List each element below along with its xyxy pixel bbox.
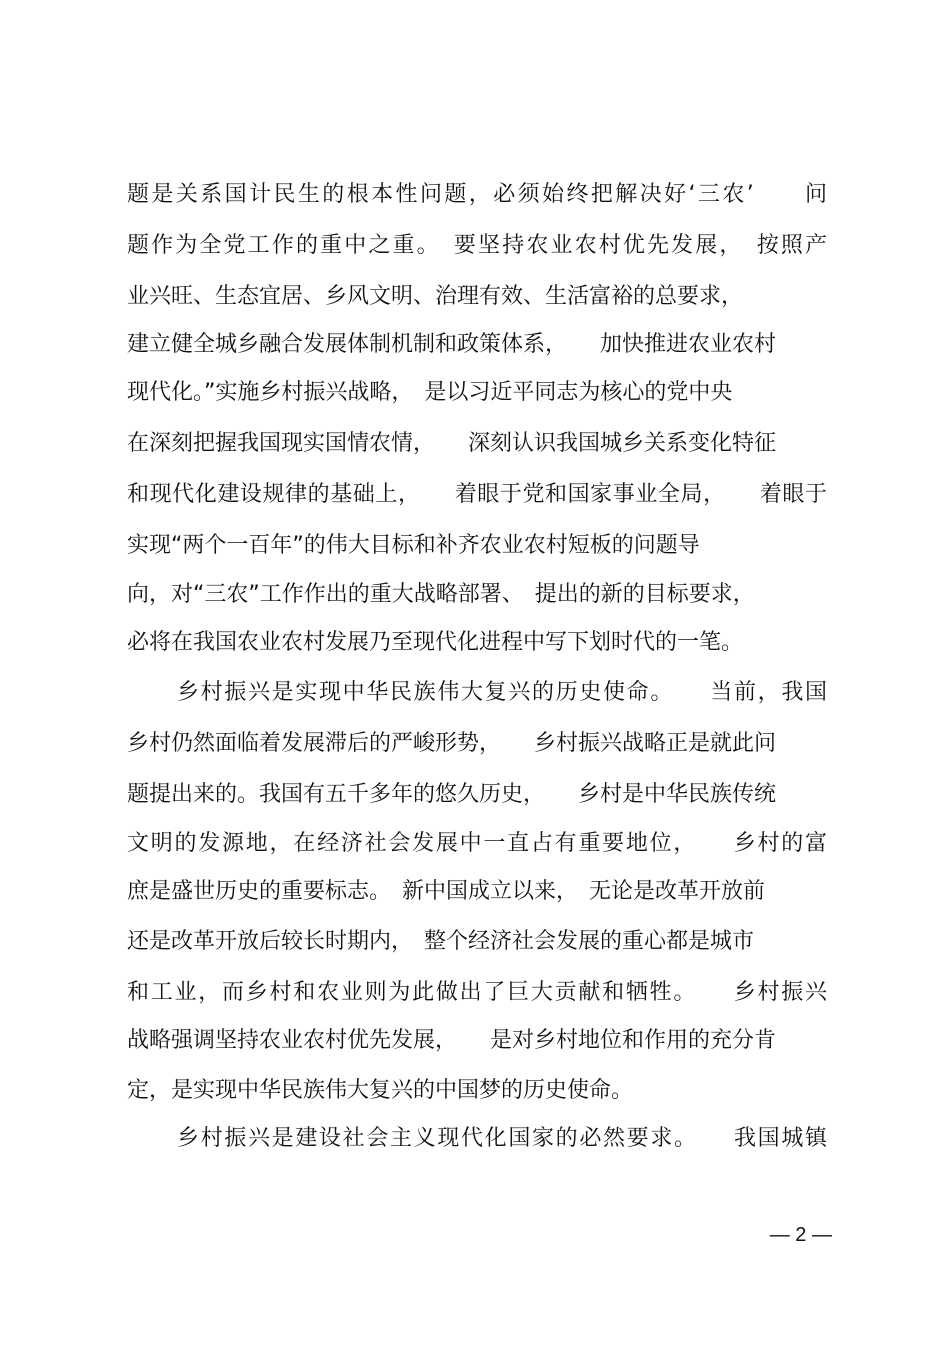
body-text-line: 建立健全城乡融合发展体制机制和政策体系， 加快推进农业农村 <box>127 332 777 357</box>
body-text-line: 还是改革开放后较长时期内， 整个经济社会发展的重心都是城市 <box>127 929 755 954</box>
body-text-line: 和工业，而乡村和农业则为此做出了巨大贡献和牺牲。 乡村振兴 <box>127 980 827 1005</box>
body-text-line: 题是关系国计民生的根本性问题，必须始终把解决好‘三农’ 问 <box>127 182 827 207</box>
body-text-line: 题作为全党工作的重中之重。 要坚持农业农村优先发展， 按照产 <box>127 233 827 258</box>
body-text-line: 实现“两个一百年”的伟大目标和补齐农业农村短板的问题导 <box>127 533 700 558</box>
paragraph-first-line: 乡村振兴是建设社会主义现代化国家的必然要求。 我国城镇 <box>177 1126 827 1151</box>
body-text-line: 在深刻把握我国现实国情农情， 深刻认识我国城乡关系变化特征 <box>127 431 777 456</box>
body-text-line: 题提出来的。我国有五千多年的悠久历史， 乡村是中华民族传统 <box>127 782 777 807</box>
body-text-line: 庶是盛世历史的重要标志。 新中国成立以来， 无论是改革开放前 <box>127 879 766 904</box>
body-text-line: 和现代化建设规律的基础上， 着眼于党和国家事业全局， 着眼于 <box>127 482 827 507</box>
body-text-line: 向，对“三农”工作作出的重大战略部署、 提出的新的目标要求， <box>127 582 755 607</box>
body-text-line: 乡村仍然面临着发展滞后的严峻形势， 乡村振兴战略正是就此问 <box>127 731 777 756</box>
page-number: — 2 — <box>769 1224 832 1246</box>
body-text-line: 战略强调坚持农业农村优先发展， 是对乡村地位和作用的充分肯 <box>127 1028 777 1053</box>
body-text-line: 业兴旺、生态宜居、乡风文明、治理有效、生活富裕的总要求， <box>127 284 744 309</box>
body-text-line: 必将在我国农业农村发展乃至现代化进程中写下划时代的一笔。 <box>127 630 744 655</box>
paragraph-first-line: 乡村振兴是实现中华民族伟大复兴的历史使命。 当前，我国 <box>177 680 827 705</box>
body-text-line: 文明的发源地，在经济社会发展中一直占有重要地位， 乡村的富 <box>127 831 827 856</box>
body-text-line: 定，是实现中华民族伟大复兴的中国梦的历史使命。 <box>127 1078 634 1103</box>
body-text-line: 现代化。”实施乡村振兴战略， 是以习近平同志为核心的党中央 <box>127 380 733 405</box>
